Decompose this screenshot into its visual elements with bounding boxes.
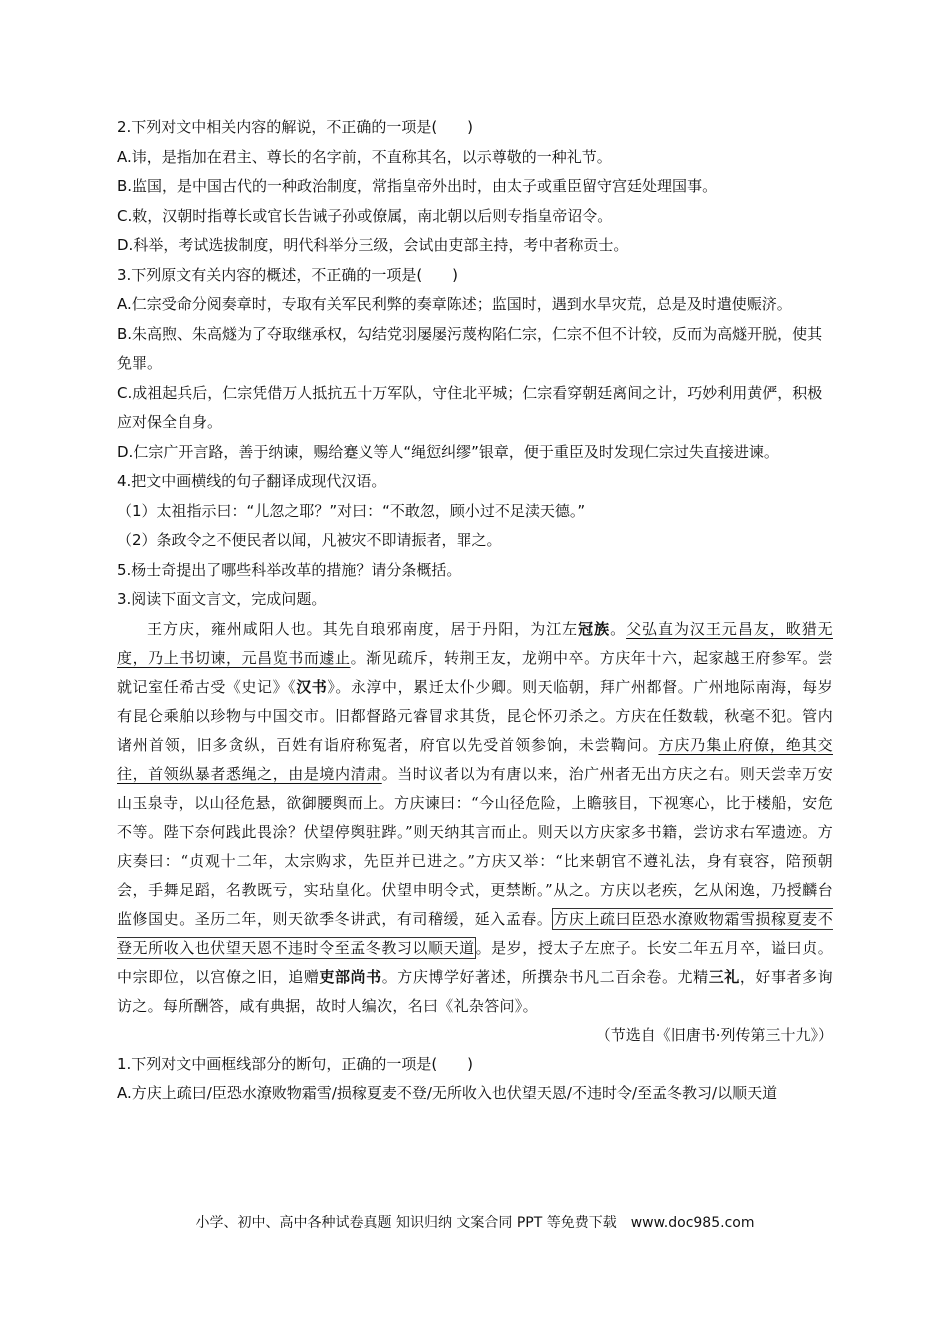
passage-text: 。渐见疏斥，转荆王友，龙朔中卒。方庆年十六，起家越王府参军。尝就记室任希古受《史记》《 [117, 648, 833, 696]
underlined-sentence: 父弘直为汉王元昌友，畋猎无度，乃上书切谏，元昌览书而遽止 [117, 619, 833, 667]
q4-sentence-2: （2）条政令之不便民者以闻，凡被灾不即请振者，罪之。 [117, 531, 502, 549]
passage-text: 。是岁，授太子左庶子。长安二年五月卒，谥曰贞。中宗即位，以宫僚之旧，追赠 [117, 938, 833, 986]
section-3-title: 3.阅读下面文言文，完成问题。 [117, 590, 327, 608]
q3-option-d: D.仁宗广开言路，善于纳谏，赐给蹇义等人“绳愆纠缪”银章，便于重臣及时发现仁宗过失直接进谏。 [117, 442, 779, 461]
passage-text: 。方庆博学好著述，所撰杂书凡二百余卷。尤精 [381, 967, 709, 986]
bold-term: 三礼 [708, 967, 740, 986]
q3-stem: 3.下列原文有关内容的概述，不正确的一项是( ) [117, 265, 459, 284]
passage-text: 。 [610, 619, 627, 638]
q3-option-c: C.成祖起兵后，仁宗凭借万人抵抗五十万军队，守住北平城；仁宗看穿朝廷离间之计，巧妙利用黄俨，积极应对保全自身。 [117, 383, 823, 431]
bold-term: 冠族 [578, 619, 611, 638]
passage-text: 王方庆，雍州咸阳人也。其先自琅邪南度，居于丹阳，为江左 [147, 619, 579, 638]
q2-option-b: B.监国，是中国古代的一种政治制度，常指皇帝外出时，由太子或重臣留守宫廷处理国事。 [117, 177, 718, 195]
q2-option-d: D.科举，考试选拔制度，明代科举分三级，会试由吏部主持，考中者称贡士。 [117, 236, 629, 254]
passage-text: ，好事者多询访之。每所酬答，咸有典据，故时人编次，名曰《礼杂答问》。 [117, 967, 833, 1015]
classical-passage [117, 615, 833, 1021]
bold-term: 汉书 [296, 677, 328, 696]
q2-stem: 2.下列对文中相关内容的解说，不正确的一项是( ) [117, 118, 474, 136]
q3-option-a: A.仁宗受命分阅奏章时，专取有关军民利弊的奏章陈述；监国时，遇到水旱灾荒，总是及时遣使赈济。 [117, 295, 792, 313]
boxed-sentence: 方庆上疏曰臣恐水潦败物霜雪损稼夏麦不登无所收入也伏望天恩不违时令至孟冬教习以顺天道 [117, 909, 834, 957]
q2-option-a: A.讳，是指加在君主、尊长的名字前，不直称其名，以示尊敬的一种礼节。 [117, 147, 612, 166]
q4-sentence-1: （1）太祖指示曰：“儿忽之耶？”对曰：“不敢忽，顾小过不足渎天德。” [117, 501, 586, 520]
underlined-sentence: 方庆乃集止府僚，绝其交往，首领纵暴者悉绳之，由是境内清肃 [117, 735, 833, 783]
q1-option-a: A.方庆上疏曰/臣恐水潦败物霜雪/损稼夏麦不登/无所收入也伏望天恩/不违时令/至孟冬教习/以顺天道 [117, 1084, 778, 1102]
q2-option-c: C.敕，汉朝时指尊长或官长告诫子孙或僚属，南北朝以后则专指皇帝诏令。 [117, 206, 613, 225]
content-column [117, 113, 833, 1109]
footer-banner: 小学、初中、高中各种试卷真题 知识归纳 文案合同 PPT 等免费下载 www.doc985.com [195, 1215, 755, 1231]
passage-text: 》。永淳中，累迁太仆少卿。则天临朝，拜广州都督。广州地际南海，每岁有昆仑乘舶以珍物与中国交市。旧都督路元睿冒求其货，昆仑怀刃杀之。方庆在任数载，秋毫不犯。管内诸州首领，旧多贪纵，百姓有诣府称冤者，府官以先受首领参饷，未尝鞫问。 [117, 677, 833, 754]
passage-text: 。当时议者以为有唐以来，治广州者无出方庆之右。则天尝幸万安山玉泉寺，以山径危悬，欲御腰舆而上。方庆谏曰：“今山径危险，上瞻骇目，下视寒心，比于楼船，安危不等。陛下奈何践此畏涂？伏望停舆驻跸。”则天纳其言而止。则天以方庆家多书籍，尝访求右军遗迹。方庆奏曰：“贞观十二年，太宗购求，先臣并已进之。”方庆又举：“比来朝官不遵礼法，身有衰容，陪预朝会，手舞足蹈，名教既亏，实玷皇化。伏望申明令式，更禁断。”从之。方庆以老疾，乞从闲逸，乃授麟台监修国史。圣历二年，则天欲季冬讲武，有司稽缓，延入孟春。 [117, 764, 834, 928]
q4-stem: 4.把文中画横线的句子翻译成现代汉语。 [117, 472, 387, 490]
q1-stem: 1.下列对文中画框线部分的断句，正确的一项是( ) [117, 1054, 474, 1073]
bold-term: 吏部尚书 [319, 967, 382, 986]
q3-option-b: B.朱高煦、朱高燧为了夺取继承权，勾结党羽屡屡污蔑构陷仁宗，仁宗不但不计较，反而为高燧开脱，使其免罪。 [117, 324, 823, 372]
q5-stem: 5.杨士奇提出了哪些科举改革的措施？请分条概括。 [117, 560, 462, 579]
passage-source: （节选自《旧唐书·列传第三十九》） [595, 1025, 833, 1044]
